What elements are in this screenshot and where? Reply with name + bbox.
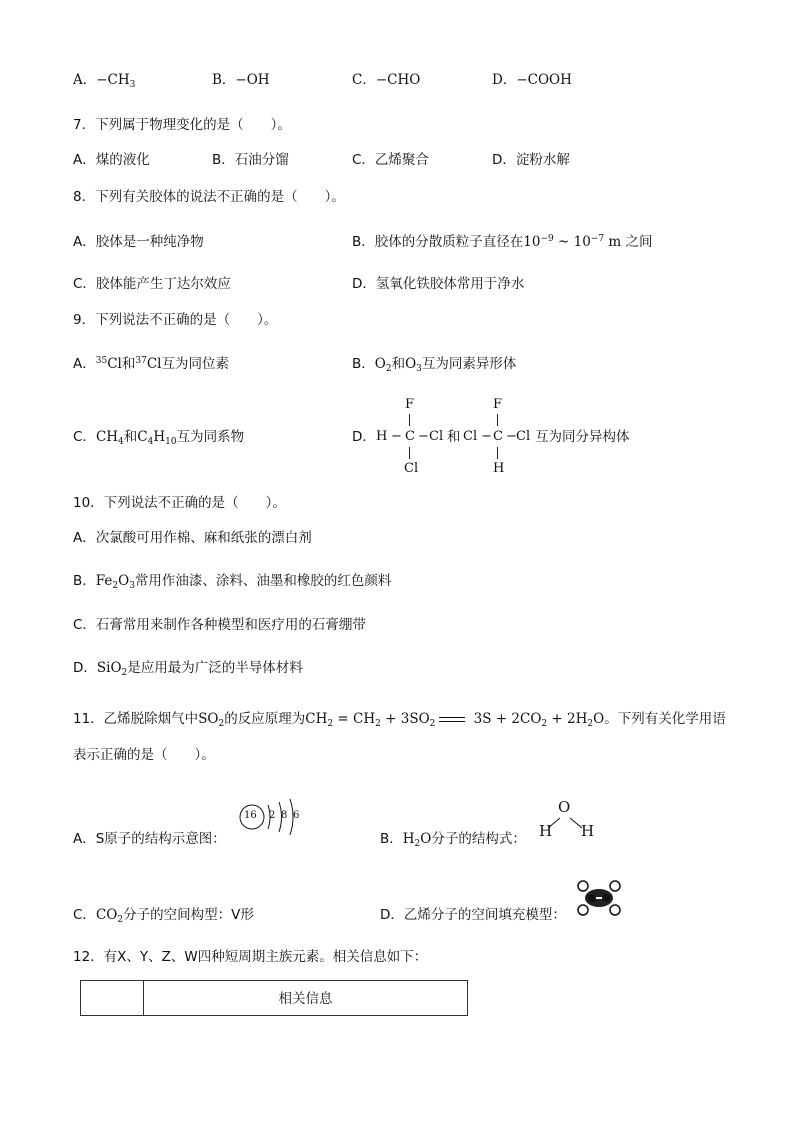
q7-stem: 7．下列属于物理变化的是（ ）。 [73, 117, 291, 133]
q11-stem-line2: 表示正确的是（ ）。 [73, 747, 215, 763]
q10-option-d: D．SiO$_2$是应用最为广泛的半导体材料 [73, 660, 303, 678]
q9-option-d-and: 和 [447, 429, 461, 445]
q7-option-c: C．乙烯聚合 [352, 152, 429, 168]
oxygen-atom: O [558, 798, 571, 816]
water-structural-formula [536, 798, 600, 842]
q6-option-b: B．−OH [212, 72, 270, 88]
q11-option-a: A．S原子的结构示意图： [73, 831, 226, 847]
q12-stem: 12．有X、Y、Z、W四种短周期主族元素。相关信息如下： [73, 949, 428, 965]
q8-option-a: A．胶体是一种纯净物 [73, 234, 204, 250]
q7-option-d: D．淀粉水解 [492, 152, 570, 168]
q8-option-c: C．胶体能产生丁达尔效应 [73, 276, 231, 292]
q7-option-a: A．煤的液化 [73, 152, 150, 168]
struct1-bottom-atom: Cl [404, 461, 419, 476]
q12-info-table [80, 980, 468, 1016]
q9-option-a: A．$^{35}$Cl和$^{37}$Cl互为同位素 [73, 356, 229, 372]
q9-structure-1: F H − C − Cl Cl [376, 397, 444, 476]
struct2-left-atom: Cl [463, 429, 478, 444]
q11-option-c: C．$CO_2$分子的空间构型：V形 [73, 907, 254, 925]
struct1-center-atom: C [405, 429, 415, 444]
q10-option-a: A．次氯酸可用作棉、麻和纸张的漂白剂 [73, 530, 312, 546]
struct1-left-atom: H [376, 429, 388, 444]
q9-option-d-label: D． [352, 429, 376, 445]
nucleus-charge: 16 [244, 810, 257, 821]
q9-structure-2: F Cl − C − Cl H [463, 397, 531, 476]
hydrogen-atom-1: H [539, 822, 553, 840]
q11-option-d: D．乙烯分子的空间填充模型： [380, 907, 566, 923]
q10-option-b: B．$Fe_2O_3$常用作油漆、涂料、油墨和橡胶的红色颜料 [73, 573, 392, 591]
q6-option-c: C．−CHO [352, 72, 421, 88]
shell-2-electrons: 8 [281, 810, 288, 821]
q10-option-c: C．石膏常用来制作各种模型和医疗用的石膏绷带 [73, 617, 366, 633]
table-row [81, 981, 468, 1016]
ethylene-space-filling-model [575, 878, 623, 918]
q9-option-c: C．$CH_4$和$C_4H_{10}$互为同系物 [73, 429, 245, 447]
hydrogen-atom-2: H [581, 822, 595, 840]
q9-option-b: B．$O_2$和$O_3$互为同素异形体 [352, 356, 517, 374]
q10-stem: 10．下列说法不正确的是（ ）。 [73, 495, 286, 511]
q9-stem: 9．下列说法不正确的是（ ）。 [73, 312, 278, 328]
struct2-center-atom: C [493, 429, 503, 444]
struct1-right-atom: Cl [429, 429, 444, 444]
struct2-right-atom: Cl [516, 429, 531, 444]
table-header-cell: 相关信息 [144, 981, 468, 1016]
q7-option-b: B．石油分馏 [212, 152, 289, 168]
struct1-top-atom: F [405, 397, 415, 412]
q8-option-b: B．胶体的分散质粒子直径在$10^{-9}$ ~ $10^{-7}$ m 之间 [352, 234, 653, 250]
q11-option-b: B．$H_2O$分子的结构式： [380, 831, 526, 849]
q8-stem: 8．下列有关胶体的说法不正确的是（ ）。 [73, 189, 345, 205]
table-header-cell-empty [81, 981, 144, 1016]
equals-sign [435, 714, 469, 722]
shell-3-electrons: 6 [293, 810, 300, 821]
q6-option-a: A．$-CH_3$ [73, 72, 136, 90]
q9-option-d-text: 互为同分异构体 [535, 429, 630, 445]
struct2-bottom-atom: H [493, 461, 505, 476]
struct2-top-atom: F [493, 397, 503, 412]
sulfur-atom-structure-diagram [236, 793, 308, 841]
q8-option-d: D．氢氧化铁胶体常用于净水 [352, 276, 525, 292]
q6-option-d: D．−COOH [492, 72, 572, 88]
shell-1-electrons: 2 [269, 810, 276, 821]
q11-stem-line1: 11．乙烯脱除烟气中$SO_2$的反应原理为$CH_2 = CH_2 + 3SO_2$ $3S + 2CO_2 + 2H_2O$。下列有关化学用语 [73, 711, 726, 729]
